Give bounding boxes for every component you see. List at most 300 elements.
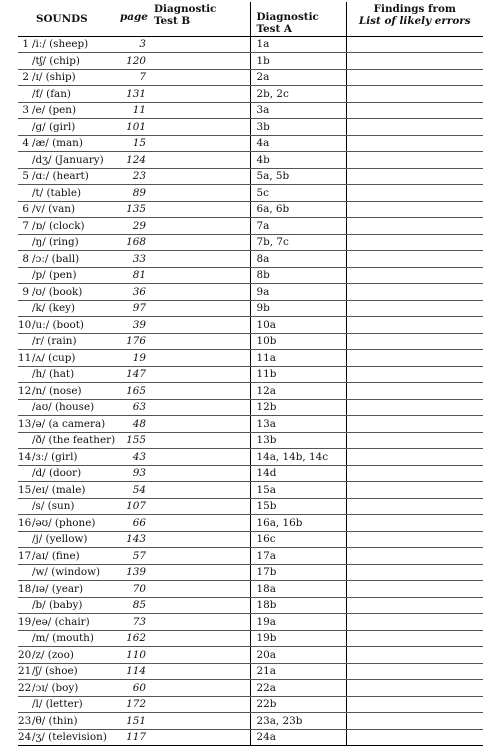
table-row: [18, 630, 483, 647]
findings-cell[interactable]: [346, 465, 483, 482]
findings-cell[interactable]: [346, 333, 483, 350]
sound-number: [18, 300, 32, 317]
sound-symbol: /tʃ/ (chip): [32, 53, 120, 70]
diagnostic-test-b-cell: [150, 399, 250, 416]
page-number: 3: [120, 36, 150, 53]
sound-symbol: /z/ (zoo): [32, 647, 120, 664]
page-number: 15: [120, 135, 150, 152]
page-number: 168: [120, 234, 150, 251]
findings-cell[interactable]: [346, 614, 483, 631]
diagnostic-test-b-cell: [150, 366, 250, 383]
findings-cell[interactable]: [346, 300, 483, 317]
sound-symbol: /b/ (baby): [32, 597, 120, 614]
diagnostic-test-b-cell: [150, 53, 250, 70]
findings-cell[interactable]: [346, 366, 483, 383]
page-number: 162: [120, 630, 150, 647]
header-findings-line2: List of likely errors: [358, 15, 471, 27]
header-findings-line1: Findings from: [373, 3, 456, 15]
table-header-row: [18, 2, 483, 36]
diagnostic-test-b-cell: [150, 531, 250, 548]
table-row: [18, 284, 483, 301]
table-row: [18, 663, 483, 680]
table-row: [18, 152, 483, 169]
diagnostic-test-a-cell: 13a: [250, 416, 346, 433]
page-number: 139: [120, 564, 150, 581]
findings-cell[interactable]: [346, 185, 483, 202]
table-row: [18, 267, 483, 284]
diagnostic-test-b-cell: [150, 218, 250, 235]
diagnostic-test-b-cell: [150, 647, 250, 664]
sound-number: 10: [18, 317, 32, 334]
findings-cell[interactable]: [346, 548, 483, 565]
page-number: 43: [120, 449, 150, 466]
sound-symbol: /ɪ/ (ship): [32, 69, 120, 86]
sound-number: 13: [18, 416, 32, 433]
diagnostic-test-a-cell: 8b: [250, 267, 346, 284]
findings-cell[interactable]: [346, 152, 483, 169]
sound-symbol: /ð/ (the feather): [32, 432, 120, 449]
findings-cell[interactable]: [346, 201, 483, 218]
page-number: 107: [120, 498, 150, 515]
sound-symbol: /ɒ/ (clock): [32, 218, 120, 235]
sound-number: [18, 399, 32, 416]
sound-symbol: /dʒ/ (January): [32, 152, 120, 169]
page-number: 97: [120, 300, 150, 317]
sound-number: 6: [18, 201, 32, 218]
table-row: [18, 729, 483, 746]
sound-number: [18, 185, 32, 202]
page-number: 66: [120, 515, 150, 532]
sound-symbol: /uː/ (boot): [32, 317, 120, 334]
sound-symbol: /j/ (yellow): [32, 531, 120, 548]
table-row: [18, 713, 483, 730]
diagnostic-test-b-cell: [150, 86, 250, 103]
diagnostic-test-a-cell: 10a: [250, 317, 346, 334]
page-number: 120: [120, 53, 150, 70]
diagnostic-test-b-cell: [150, 614, 250, 631]
page-number: 89: [120, 185, 150, 202]
sound-number: 16: [18, 515, 32, 532]
diagnostic-test-a-cell: 11a: [250, 350, 346, 367]
sound-number: [18, 696, 32, 713]
page-number: 11: [120, 102, 150, 119]
diagnostic-test-a-cell: 24a: [250, 729, 346, 746]
table-row: [18, 102, 483, 119]
diagnostic-test-a-cell: 18b: [250, 597, 346, 614]
page-number: 33: [120, 251, 150, 268]
sound-symbol: /p/ (pen): [32, 267, 120, 284]
diagnostic-test-a-cell: 5c: [250, 185, 346, 202]
header-diagnostic-test-a: Diagnostic Test A: [250, 2, 346, 36]
diagnostic-test-a-cell: 19b: [250, 630, 346, 647]
findings-cell[interactable]: [346, 350, 483, 367]
table-row: [18, 185, 483, 202]
diagnostic-test-a-cell: 20a: [250, 647, 346, 664]
page-number: 29: [120, 218, 150, 235]
sound-number: [18, 366, 32, 383]
findings-cell[interactable]: [346, 432, 483, 449]
sounds-diagnostic-table: [18, 2, 483, 746]
sound-number: 12: [18, 383, 32, 400]
page-number: 101: [120, 119, 150, 136]
diagnostic-test-a-cell: 15a: [250, 482, 346, 499]
findings-cell[interactable]: [346, 251, 483, 268]
page-number: 151: [120, 713, 150, 730]
diagnostic-test-a-cell: 7b, 7c: [250, 234, 346, 251]
findings-cell[interactable]: [346, 482, 483, 499]
table-row: [18, 119, 483, 136]
diagnostic-test-b-cell: [150, 383, 250, 400]
sound-symbol: /ɜː/ (girl): [32, 449, 120, 466]
findings-cell[interactable]: [346, 86, 483, 103]
table-row: [18, 581, 483, 598]
findings-cell[interactable]: [346, 498, 483, 515]
table-row: [18, 564, 483, 581]
diagnostic-test-a-cell: 16c: [250, 531, 346, 548]
sound-number: 5: [18, 168, 32, 185]
diagnostic-test-a-cell: 11b: [250, 366, 346, 383]
page-number: 143: [120, 531, 150, 548]
diagnostic-test-a-cell: 21a: [250, 663, 346, 680]
diagnostic-test-a-cell: 2b, 2c: [250, 86, 346, 103]
diagnostic-test-b-cell: [150, 317, 250, 334]
table-row: [18, 548, 483, 565]
findings-cell[interactable]: [346, 581, 483, 598]
sound-number: 22: [18, 680, 32, 697]
diagnostic-test-b-cell: [150, 102, 250, 119]
diagnostic-test-b-cell: [150, 201, 250, 218]
diagnostic-test-b-cell: [150, 564, 250, 581]
sound-number: 24: [18, 729, 32, 746]
page-number: 81: [120, 267, 150, 284]
sound-symbol: /r/ (rain): [32, 333, 120, 350]
sound-number: [18, 432, 32, 449]
sound-symbol: /ɪə/ (year): [32, 581, 120, 598]
diagnostic-test-b-cell: [150, 449, 250, 466]
page-number: 114: [120, 663, 150, 680]
sound-symbol: /ɔː/ (ball): [32, 251, 120, 268]
diagnostic-test-b-cell: [150, 119, 250, 136]
sound-symbol: /ʃ/ (shoe): [32, 663, 120, 680]
page-number: 39: [120, 317, 150, 334]
sound-symbol: /ɑː/ (heart): [32, 168, 120, 185]
sound-symbol: /s/ (sun): [32, 498, 120, 515]
sound-symbol: /n/ (nose): [32, 383, 120, 400]
sound-number: [18, 498, 32, 515]
diagnostic-test-b-cell: [150, 333, 250, 350]
diagnostic-test-a-cell: 14d: [250, 465, 346, 482]
findings-cell[interactable]: [346, 119, 483, 136]
findings-cell[interactable]: [346, 69, 483, 86]
table-row: [18, 597, 483, 614]
sound-symbol: /g/ (girl): [32, 119, 120, 136]
header-test-b-line2: Test B: [154, 15, 191, 27]
findings-cell[interactable]: [346, 218, 483, 235]
diagnostic-test-b-cell: [150, 630, 250, 647]
diagnostic-test-b-cell: [150, 597, 250, 614]
page-number: 110: [120, 647, 150, 664]
sound-number: [18, 465, 32, 482]
table-row: [18, 449, 483, 466]
sound-number: [18, 597, 32, 614]
diagnostic-test-a-cell: 22a: [250, 680, 346, 697]
findings-cell[interactable]: [346, 234, 483, 251]
header-page: page: [120, 2, 150, 36]
findings-cell[interactable]: [346, 647, 483, 664]
table-row: [18, 498, 483, 515]
page-number: 155: [120, 432, 150, 449]
diagnostic-test-a-cell: 1a: [250, 36, 346, 53]
page-number: 85: [120, 597, 150, 614]
findings-cell[interactable]: [346, 383, 483, 400]
sound-symbol: /w/ (window): [32, 564, 120, 581]
findings-cell[interactable]: [346, 168, 483, 185]
sound-number: [18, 564, 32, 581]
table-row: [18, 350, 483, 367]
diagnostic-test-b-cell: [150, 267, 250, 284]
diagnostic-test-a-cell: 8a: [250, 251, 346, 268]
findings-cell[interactable]: [346, 713, 483, 730]
table-row: [18, 53, 483, 70]
findings-cell[interactable]: [346, 399, 483, 416]
sound-symbol: /l/ (letter): [32, 696, 120, 713]
sound-number: [18, 333, 32, 350]
table-row: [18, 36, 483, 53]
sound-number: 8: [18, 251, 32, 268]
diagnostic-test-b-cell: [150, 465, 250, 482]
findings-cell[interactable]: [346, 102, 483, 119]
findings-cell[interactable]: [346, 317, 483, 334]
sound-number: [18, 152, 32, 169]
sound-number: 15: [18, 482, 32, 499]
diagnostic-test-a-cell: 9b: [250, 300, 346, 317]
page-number: 60: [120, 680, 150, 697]
table-row: [18, 465, 483, 482]
diagnostic-test-a-cell: 13b: [250, 432, 346, 449]
sound-number: 19: [18, 614, 32, 631]
table-row: [18, 680, 483, 697]
page-number: 73: [120, 614, 150, 631]
diagnostic-test-a-cell: 7a: [250, 218, 346, 235]
table-row: [18, 432, 483, 449]
sound-number: [18, 86, 32, 103]
table-row: [18, 317, 483, 334]
sound-number: 18: [18, 581, 32, 598]
page-number: 135: [120, 201, 150, 218]
diagnostic-test-a-cell: 1b: [250, 53, 346, 70]
header-findings: [346, 2, 483, 36]
diagnostic-test-b-cell: [150, 680, 250, 697]
sound-number: 14: [18, 449, 32, 466]
table-row: [18, 416, 483, 433]
table-body: [18, 36, 483, 746]
diagnostic-test-a-cell: 17b: [250, 564, 346, 581]
findings-cell[interactable]: [346, 36, 483, 53]
page-number: 57: [120, 548, 150, 565]
diagnostic-test-b-cell: [150, 185, 250, 202]
sound-symbol: /h/ (hat): [32, 366, 120, 383]
diagnostic-test-b-cell: [150, 234, 250, 251]
sound-number: 1: [18, 36, 32, 53]
page-number: 7: [120, 69, 150, 86]
diagnostic-test-a-cell: 19a: [250, 614, 346, 631]
sound-symbol: /ʌ/ (cup): [32, 350, 120, 367]
diagnostic-test-a-cell: 4a: [250, 135, 346, 152]
sound-number: 20: [18, 647, 32, 664]
table-row: [18, 614, 483, 631]
findings-cell[interactable]: [346, 267, 483, 284]
header-diagnostic-test-b: [150, 2, 250, 36]
table-row: [18, 383, 483, 400]
table-row: [18, 366, 483, 383]
table-row: [18, 168, 483, 185]
table-row: [18, 201, 483, 218]
page-number: 19: [120, 350, 150, 367]
diagnostic-test-a-cell: 10b: [250, 333, 346, 350]
table-row: [18, 333, 483, 350]
diagnostic-test-a-cell: 9a: [250, 284, 346, 301]
diagnostic-test-b-cell: [150, 36, 250, 53]
diagnostic-test-b-cell: [150, 432, 250, 449]
diagnostic-test-a-cell: 14a, 14b, 14c: [250, 449, 346, 466]
sound-symbol: /k/ (key): [32, 300, 120, 317]
sound-symbol: /ə/ (a camera): [32, 416, 120, 433]
diagnostic-test-b-cell: [150, 416, 250, 433]
sound-symbol: /aʊ/ (house): [32, 399, 120, 416]
diagnostic-test-b-cell: [150, 251, 250, 268]
sound-number: 2: [18, 69, 32, 86]
diagnostic-test-b-cell: [150, 515, 250, 532]
table-row: [18, 482, 483, 499]
diagnostic-test-b-cell: [150, 168, 250, 185]
diagnostic-test-a-cell: 3b: [250, 119, 346, 136]
diagnostic-test-b-cell: [150, 152, 250, 169]
diagnostic-table-sheet: [18, 2, 483, 746]
page-number: 48: [120, 416, 150, 433]
sound-symbol: /æ/ (man): [32, 135, 120, 152]
sound-symbol: /iː/ (sheep): [32, 36, 120, 53]
page-number: 147: [120, 366, 150, 383]
diagnostic-test-b-cell: [150, 548, 250, 565]
header-sounds: SOUNDS: [18, 2, 120, 36]
sound-symbol: /eə/ (chair): [32, 614, 120, 631]
diagnostic-test-b-cell: [150, 696, 250, 713]
page-number: 165: [120, 383, 150, 400]
findings-cell[interactable]: [346, 597, 483, 614]
sound-symbol: /aɪ/ (fine): [32, 548, 120, 565]
page-number: 176: [120, 333, 150, 350]
sound-number: [18, 630, 32, 647]
diagnostic-test-b-cell: [150, 713, 250, 730]
sound-number: [18, 234, 32, 251]
diagnostic-test-a-cell: 23a, 23b: [250, 713, 346, 730]
sound-number: 9: [18, 284, 32, 301]
diagnostic-test-a-cell: 3a: [250, 102, 346, 119]
page-number: 23: [120, 168, 150, 185]
findings-cell[interactable]: [346, 630, 483, 647]
diagnostic-test-b-cell: [150, 482, 250, 499]
sound-symbol: /ɔɪ/ (boy): [32, 680, 120, 697]
findings-cell[interactable]: [346, 729, 483, 746]
sound-symbol: /θ/ (thin): [32, 713, 120, 730]
header-test-b-line1: Diagnostic: [154, 3, 217, 15]
table-row: [18, 531, 483, 548]
diagnostic-test-b-cell: [150, 135, 250, 152]
sound-symbol: /əʊ/ (phone): [32, 515, 120, 532]
page-number: 70: [120, 581, 150, 598]
sound-number: 23: [18, 713, 32, 730]
sound-number: [18, 531, 32, 548]
findings-cell[interactable]: [346, 416, 483, 433]
table-row: [18, 647, 483, 664]
diagnostic-test-b-cell: [150, 350, 250, 367]
findings-cell[interactable]: [346, 663, 483, 680]
diagnostic-test-b-cell: [150, 300, 250, 317]
findings-cell[interactable]: [346, 284, 483, 301]
findings-cell[interactable]: [346, 564, 483, 581]
table-row: [18, 251, 483, 268]
table-row: [18, 218, 483, 235]
page-number: 54: [120, 482, 150, 499]
diagnostic-test-a-cell: 22b: [250, 696, 346, 713]
page-number: 117: [120, 729, 150, 746]
page-number: 63: [120, 399, 150, 416]
sound-symbol: /m/ (mouth): [32, 630, 120, 647]
findings-cell[interactable]: [346, 515, 483, 532]
table-row: [18, 135, 483, 152]
findings-cell[interactable]: [346, 135, 483, 152]
sound-symbol: /ŋ/ (ring): [32, 234, 120, 251]
page-number: 36: [120, 284, 150, 301]
sound-number: 4: [18, 135, 32, 152]
table-row: [18, 86, 483, 103]
sound-symbol: /v/ (van): [32, 201, 120, 218]
sound-number: [18, 53, 32, 70]
diagnostic-test-b-cell: [150, 581, 250, 598]
sound-symbol: /ʊ/ (book): [32, 284, 120, 301]
findings-cell[interactable]: [346, 449, 483, 466]
findings-cell[interactable]: [346, 696, 483, 713]
table-row: [18, 69, 483, 86]
sound-symbol: /t/ (table): [32, 185, 120, 202]
table-row: [18, 515, 483, 532]
findings-cell[interactable]: [346, 53, 483, 70]
sound-symbol: /d/ (door): [32, 465, 120, 482]
diagnostic-test-a-cell: 2a: [250, 69, 346, 86]
diagnostic-test-b-cell: [150, 284, 250, 301]
diagnostic-test-a-cell: 6a, 6b: [250, 201, 346, 218]
diagnostic-test-a-cell: 18a: [250, 581, 346, 598]
diagnostic-test-b-cell: [150, 498, 250, 515]
diagnostic-test-a-cell: 5a, 5b: [250, 168, 346, 185]
table-row: [18, 234, 483, 251]
diagnostic-test-b-cell: [150, 663, 250, 680]
page-number: 131: [120, 86, 150, 103]
diagnostic-test-a-cell: 12b: [250, 399, 346, 416]
page-number: 172: [120, 696, 150, 713]
findings-cell[interactable]: [346, 680, 483, 697]
diagnostic-test-b-cell: [150, 729, 250, 746]
diagnostic-test-b-cell: [150, 69, 250, 86]
diagnostic-test-a-cell: 17a: [250, 548, 346, 565]
sound-number: [18, 267, 32, 284]
page-number: 93: [120, 465, 150, 482]
diagnostic-test-a-cell: 15b: [250, 498, 346, 515]
findings-cell[interactable]: [346, 531, 483, 548]
diagnostic-test-a-cell: 16a, 16b: [250, 515, 346, 532]
sound-symbol: /eɪ/ (male): [32, 482, 120, 499]
sound-number: 3: [18, 102, 32, 119]
